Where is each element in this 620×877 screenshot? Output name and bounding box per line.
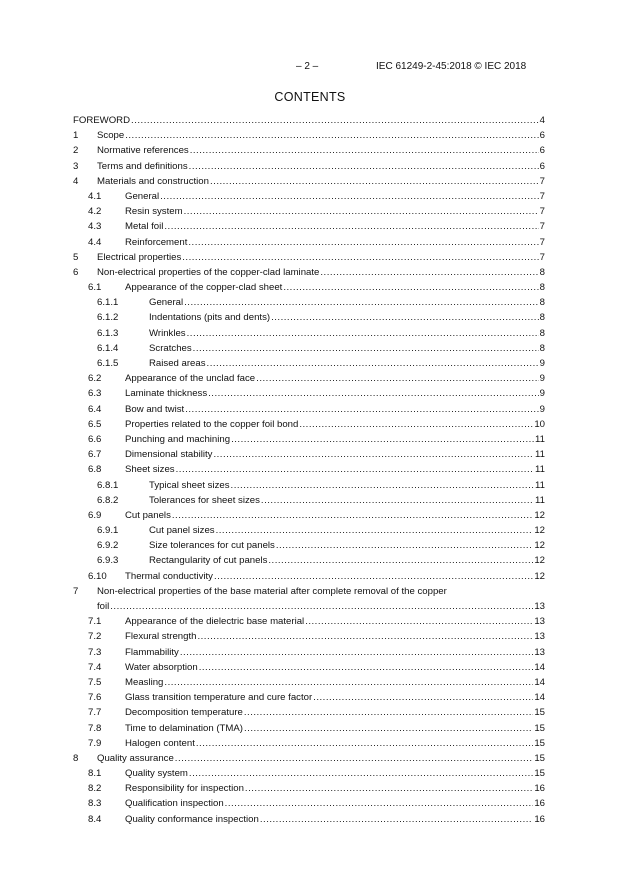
- toc-entry[interactable]: [73, 265, 545, 280]
- toc-entry-page: 8: [539, 282, 545, 294]
- toc-entry-title: Cut panel sizes: [149, 525, 215, 537]
- toc-entry-page: 10: [534, 418, 545, 430]
- leader-dots: [231, 432, 534, 447]
- leader-dots: [207, 356, 539, 371]
- toc-entry-number: 6.1: [88, 282, 102, 294]
- toc-entry-title: Wrinkles: [149, 327, 186, 339]
- toc-entry-page: 7: [539, 251, 545, 263]
- leader-dots: [299, 417, 533, 432]
- toc-entry-page: 16: [534, 798, 545, 810]
- toc-entry[interactable]: [73, 356, 545, 371]
- toc-entry[interactable]: [73, 553, 545, 568]
- leader-dots: [320, 265, 538, 280]
- toc-entry-title: Metal foil: [125, 221, 164, 233]
- toc-entry-page: 7: [539, 175, 545, 187]
- leader-dots: [160, 189, 539, 204]
- toc-entry-page: 8: [539, 312, 545, 324]
- toc-entry-page: 14: [534, 676, 545, 688]
- toc-entry-number: 6.1.3: [97, 327, 119, 339]
- toc-entry-title: Raised areas: [149, 358, 206, 369]
- toc-entry-number: 4.3: [88, 221, 102, 233]
- toc-entry-title: Resin system: [125, 206, 183, 218]
- leader-dots: [231, 478, 535, 493]
- leader-dots: [283, 280, 538, 295]
- toc-entry[interactable]: [73, 736, 545, 751]
- leader-dots: [268, 553, 533, 568]
- toc-entry[interactable]: [73, 812, 545, 827]
- toc-entry[interactable]: [73, 614, 545, 629]
- leader-dots: [188, 235, 538, 250]
- toc-entry-page: 15: [534, 707, 545, 719]
- toc-entry-number: 6.6: [88, 433, 102, 445]
- toc-entry-page: 9: [539, 358, 545, 369]
- toc-entry-title: Punching and machining: [125, 433, 231, 445]
- toc-entry-number: 6: [73, 266, 79, 278]
- leader-dots: [197, 629, 533, 644]
- toc-entry[interactable]: [73, 508, 545, 523]
- toc-entry-page: 6: [539, 145, 545, 157]
- toc-entry[interactable]: [73, 295, 545, 310]
- toc-entry-number: 6.2: [88, 373, 102, 385]
- toc-entry-title: Appearance of the unclad face: [125, 373, 256, 385]
- toc-entry-number: 6.8.1: [97, 479, 119, 491]
- toc-entry-page: 12: [534, 570, 545, 582]
- toc-entry[interactable]: [73, 751, 545, 766]
- leader-dots: [225, 796, 534, 811]
- toc-entry-title: Halogen content: [125, 737, 195, 749]
- toc-entry-title: General: [149, 297, 184, 309]
- toc-entry-title: Appearance of the copper-clad sheet: [125, 282, 283, 294]
- toc-entry-title: Laminate thickness: [125, 388, 208, 400]
- toc-entry[interactable]: [73, 189, 545, 204]
- leader-dots: [131, 113, 539, 128]
- toc-entry[interactable]: [73, 781, 545, 796]
- toc-entry-number: 6.9.2: [97, 540, 119, 552]
- toc-entry-title: Bow and twist: [125, 403, 185, 415]
- toc-entry-number: 6.7: [88, 449, 102, 461]
- toc-entry-number: 6.1.5: [97, 358, 119, 369]
- toc-entry-title: Quality system: [125, 768, 188, 780]
- toc-entry[interactable]: [73, 462, 545, 477]
- toc-entry-page: 11: [535, 449, 545, 461]
- leader-dots: [199, 660, 534, 675]
- leader-dots: [245, 781, 533, 796]
- toc-entry-page: 12: [534, 555, 545, 567]
- toc-entry-number: 7.2: [88, 631, 102, 643]
- toc-entry-title: Flexural strength: [125, 631, 197, 643]
- leader-dots: [189, 159, 539, 174]
- toc-entry-title: Responsibility for inspection: [125, 783, 244, 795]
- toc-entry-page: 16: [534, 783, 545, 795]
- leader-dots: [185, 402, 538, 417]
- toc-entry-page: 14: [534, 661, 545, 673]
- toc-entry[interactable]: [73, 386, 545, 401]
- toc-entry-title: Tolerances for sheet sizes: [149, 494, 260, 506]
- leader-dots: [187, 326, 539, 341]
- toc-entry-page: 7: [539, 206, 545, 218]
- toc-entry-page: 13: [534, 631, 545, 643]
- leader-dots: [244, 721, 533, 736]
- toc-entry-page: 15: [534, 768, 545, 780]
- leader-dots: [189, 766, 533, 781]
- toc-entry-page: 8: [539, 297, 545, 309]
- toc-entry-title: Electrical properties: [97, 251, 182, 263]
- leader-dots: [214, 569, 533, 584]
- leader-dots: [216, 523, 534, 538]
- toc-entry[interactable]: [73, 796, 545, 811]
- toc-entry-page: 11: [535, 433, 545, 445]
- toc-entry-page: 11: [535, 479, 545, 491]
- toc-entry-number: 6.9.1: [97, 525, 119, 537]
- toc-entry-title: Typical sheet sizes: [149, 479, 230, 491]
- toc-entry-page: 6: [539, 130, 545, 142]
- leader-dots: [184, 295, 539, 310]
- leader-dots: [182, 250, 538, 265]
- toc-entry-number: 1: [73, 130, 79, 142]
- toc-entry-page: 15: [534, 722, 545, 734]
- toc-entry-page: 7: [539, 190, 545, 202]
- toc-entry-number: 6.5: [88, 418, 102, 430]
- toc-entry-page: 8: [539, 327, 545, 339]
- leader-dots: [213, 447, 534, 462]
- toc-entry-title: Indentations (pits and dents): [149, 312, 271, 324]
- toc-entry-title: Materials and construction: [97, 175, 209, 187]
- toc-entry[interactable]: [73, 766, 545, 781]
- toc-entry-title: Reinforcement: [125, 236, 188, 248]
- toc-entry[interactable]: [73, 128, 545, 143]
- toc-entry-title: Quality assurance: [97, 752, 174, 764]
- toc-entry-title: General: [125, 190, 160, 202]
- toc-entry-page: 7: [539, 221, 545, 233]
- toc-entry[interactable]: [73, 584, 545, 614]
- toc-entry-page: 12: [534, 509, 545, 521]
- toc-entry-title: Properties related to the copper foil bond: [125, 418, 299, 430]
- toc-entry-page: 15: [534, 752, 545, 764]
- toc-entry-number: 7.8: [88, 722, 102, 734]
- toc-entry-page: 4: [539, 115, 545, 126]
- toc-entry-number: 6.9.3: [97, 555, 119, 567]
- toc-entry-title: Scratches: [149, 342, 192, 354]
- toc-entry-number: 7.7: [88, 707, 102, 719]
- leader-dots: [172, 508, 533, 523]
- toc-entry-number: 6.1.1: [97, 297, 119, 309]
- toc-entry-page: 12: [534, 540, 545, 552]
- toc-entry-number: 8.4: [88, 813, 102, 825]
- toc-entry-number: 7: [73, 585, 79, 597]
- toc-entry-title: Glass transition temperature and cure factor: [125, 692, 313, 704]
- toc-entry[interactable]: [73, 447, 545, 462]
- toc-entry-title: Decomposition temperature: [125, 707, 243, 719]
- leader-dots: [305, 614, 533, 629]
- toc-entry-number: 4: [73, 175, 79, 187]
- toc-entry-title: Non-electrical properties of the copper-clad laminate: [97, 266, 320, 278]
- toc-entry-page: 16: [534, 813, 545, 825]
- toc-entry-number: 5: [73, 251, 79, 263]
- toc-entry-title: Scope: [97, 130, 125, 142]
- leader-dots: [190, 143, 539, 158]
- toc-entry-title: Qualification inspection: [125, 798, 224, 810]
- toc-entry-title: Normative references: [97, 145, 189, 157]
- toc-entry-title: Appearance of the dielectric base material: [125, 616, 305, 628]
- toc-entry[interactable]: [73, 113, 545, 128]
- toc-entry-title: Measling: [125, 676, 164, 688]
- leader-dots: [260, 812, 533, 827]
- toc-entry-page: 9: [539, 403, 545, 415]
- page-title: CONTENTS: [274, 90, 346, 104]
- toc-entry-number: 7.9: [88, 737, 102, 749]
- toc-entry[interactable]: [73, 143, 545, 158]
- toc-entry-title: Size tolerances for cut panels: [149, 540, 275, 552]
- toc-entry-title: Dimensional stability: [125, 449, 213, 461]
- toc-entry[interactable]: [73, 660, 545, 675]
- toc-entry[interactable]: [73, 645, 545, 660]
- toc-entry[interactable]: [73, 629, 545, 644]
- leader-dots: [210, 174, 539, 189]
- toc-entry[interactable]: [73, 675, 545, 690]
- toc-entry-page: 13: [534, 616, 545, 628]
- toc-entry[interactable]: [73, 705, 545, 720]
- toc-entry[interactable]: [73, 523, 545, 538]
- toc-entry-title: Thermal conductivity: [125, 570, 213, 582]
- toc-entry-title: Cut panels: [125, 509, 171, 521]
- toc-entry[interactable]: [73, 721, 545, 736]
- toc-entry[interactable]: [73, 478, 545, 493]
- toc-entry-number: 6.4: [88, 403, 102, 415]
- toc-entry-title: Non-electrical properties of the base material after complete removal of the copper: [97, 585, 447, 597]
- toc-entry[interactable]: [73, 569, 545, 584]
- toc-entry[interactable]: [73, 159, 545, 174]
- toc-entry[interactable]: [73, 538, 545, 553]
- toc-entry-page: 13: [534, 601, 545, 612]
- toc-entry-title: Flammability: [125, 646, 179, 658]
- leader-dots: [175, 751, 534, 766]
- toc-entry-number: 4.1: [88, 190, 102, 202]
- toc-entry-title: Quality conformance inspection: [125, 813, 259, 825]
- leader-dots: [164, 675, 533, 690]
- toc-entry[interactable]: [73, 690, 545, 705]
- toc-entry-page: 13: [534, 646, 545, 658]
- leader-dots: [184, 204, 539, 219]
- leader-dots: [164, 219, 538, 234]
- toc-entry[interactable]: [73, 204, 545, 219]
- toc-entry[interactable]: [73, 174, 545, 189]
- leader-dots: [176, 462, 534, 477]
- toc-entry-number: 6.9: [88, 509, 102, 521]
- toc-entry-number: 6.10: [88, 570, 107, 582]
- standard-reference: IEC 61249-2-45:2018 © IEC 2018: [376, 61, 527, 72]
- leader-dots: [244, 705, 533, 720]
- toc-entry-number: 8: [73, 752, 79, 764]
- toc-entry-number: 7.3: [88, 646, 102, 658]
- toc-entry-number: 3: [73, 160, 79, 172]
- toc-entry-title: Sheet sizes: [125, 464, 175, 476]
- leader-dots: [256, 371, 539, 386]
- leader-dots: [271, 310, 539, 325]
- table-of-contents: [73, 113, 545, 827]
- toc-entry[interactable]: [73, 402, 545, 417]
- toc-entry[interactable]: [73, 326, 545, 341]
- leader-dots: [208, 386, 539, 401]
- toc-entry-title: Terms and definitions: [97, 160, 188, 172]
- toc-entry[interactable]: [73, 250, 545, 265]
- toc-entry[interactable]: [73, 341, 545, 356]
- toc-entry-number: 8.2: [88, 783, 102, 795]
- toc-entry-title: FOREWORD: [73, 115, 131, 126]
- toc-entry-number: 8.1: [88, 768, 102, 780]
- toc-entry-title-continued: foil: [97, 601, 110, 612]
- toc-entry-number: 4.2: [88, 206, 102, 218]
- toc-entry-page: 8: [539, 266, 545, 278]
- leader-dots: [193, 341, 539, 356]
- leader-dots: [261, 493, 534, 508]
- toc-entry-page: 11: [535, 494, 545, 506]
- toc-entry-number: 7.4: [88, 661, 102, 673]
- toc-entry[interactable]: [73, 219, 545, 234]
- toc-entry-page: 14: [534, 692, 545, 704]
- toc-entry-number: 6.8: [88, 464, 102, 476]
- toc-entry-number: 7.6: [88, 692, 102, 704]
- toc-entry-page: 9: [539, 373, 545, 385]
- toc-entry-title: Water absorption: [125, 661, 198, 673]
- toc-entry[interactable]: [73, 371, 545, 386]
- toc-entry-page: 15: [534, 737, 545, 749]
- toc-entry[interactable]: [73, 432, 545, 447]
- toc-entry-number: 7.5: [88, 676, 102, 688]
- toc-entry-number: 6.1.4: [97, 342, 119, 354]
- page-number: – 2 –: [296, 61, 319, 72]
- toc-entry-number: 4.4: [88, 236, 102, 248]
- toc-entry-page: 11: [535, 464, 545, 476]
- toc-entry[interactable]: [73, 280, 545, 295]
- toc-entry-page: 12: [534, 525, 545, 537]
- leader-dots: [125, 128, 538, 143]
- leader-dots: [180, 645, 533, 660]
- toc-entry-number: 6.1.2: [97, 312, 119, 324]
- toc-entry-page: 7: [539, 236, 545, 248]
- toc-entry-page: 8: [539, 342, 545, 354]
- leader-dots: [276, 538, 533, 553]
- toc-entry-number: 6.3: [88, 388, 102, 400]
- toc-entry[interactable]: [73, 493, 545, 508]
- leader-dots: [110, 599, 533, 614]
- toc-entry-title: Rectangularity of cut panels: [149, 555, 268, 567]
- toc-entry-number: 7.1: [88, 616, 102, 628]
- toc-entry-page: 6: [539, 160, 545, 172]
- toc-entry[interactable]: [73, 235, 545, 250]
- toc-entry-number: 6.8.2: [97, 494, 119, 506]
- leader-dots: [313, 690, 533, 705]
- toc-entry-number: 2: [73, 145, 79, 157]
- toc-entry[interactable]: [73, 310, 545, 325]
- toc-entry-page: 9: [539, 388, 545, 400]
- toc-entry-number: 8.3: [88, 798, 102, 810]
- toc-entry[interactable]: [73, 417, 545, 432]
- leader-dots: [196, 736, 533, 751]
- toc-entry-title: Time to delamination (TMA): [125, 722, 244, 734]
